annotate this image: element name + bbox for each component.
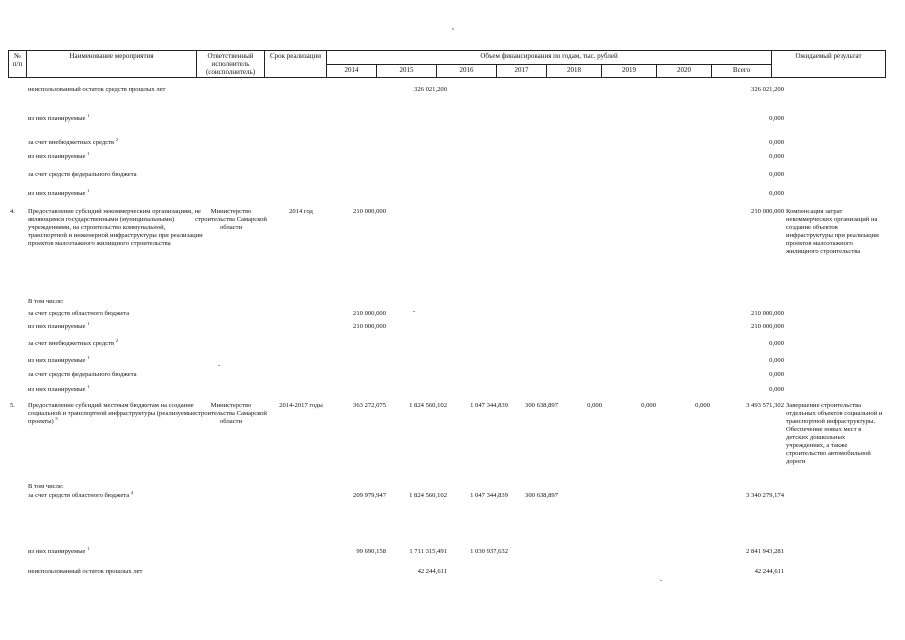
header-year-2018: 2018: [547, 64, 602, 78]
cell-total: 0,000: [769, 340, 784, 347]
cell-total: 210 000,000: [751, 310, 784, 317]
footnote-mark: 4: [130, 489, 134, 495]
cell-name: за счет средств федерального бюджета: [28, 171, 137, 178]
cell-responsible: Министерство строительства Самарской области: [195, 208, 267, 231]
cell-name: из них планируемые $^1$: [28, 320, 90, 330]
cell-num: 5.: [10, 402, 15, 409]
footnote-mark: 1: [87, 320, 90, 326]
footnote-mark: 5: [55, 415, 58, 421]
footnote-mark: 1: [87, 150, 90, 156]
cell-name: из них планируемые $^1$: [28, 150, 90, 160]
footnote-mark: 1: [87, 354, 90, 360]
cell-term: 2014 год: [289, 208, 313, 215]
cell-total: 326 021,200: [751, 86, 784, 93]
cell-name: из них планируемые $^1$: [28, 354, 90, 364]
cell-name: Предоставление субсидий некоммерческим организациям, не являющимся государственными (муниципальными) учреждениями, на строительство коммунальной, транспортной и инженерной инфраструктуры при реализации проектов малоэтажного жилищного строительства: [28, 208, 203, 247]
cell-name: из них планируемые $^1$: [28, 383, 90, 393]
cell-total: 2 841 943,281: [746, 548, 784, 555]
cell-name: неиспользованный остаток прошлых лет: [28, 568, 143, 575]
cell-name: из них планируемые $^1$: [28, 112, 90, 122]
header-year-2016: 2016: [437, 64, 497, 78]
scan-speck: [218, 365, 220, 366]
cell-name: из них планируемые $^1$: [28, 187, 90, 197]
footnote-mark: 1: [87, 545, 90, 551]
cell-v2015: 42 244,611: [417, 568, 447, 575]
header-year-2020: 2020: [657, 64, 712, 78]
cell-name: за счет внебюджетных средств $^2$: [28, 136, 119, 146]
cell-total: 0,000: [769, 357, 784, 364]
header-name: Наименование мероприятия: [27, 51, 197, 78]
cell-v2016: 1 047 344,839: [470, 492, 508, 499]
cell-v2014: 210 000,000: [353, 310, 386, 317]
cell-total: 42 244,611: [754, 568, 784, 575]
cell-total: 0,000: [769, 386, 784, 393]
cell-total: 210 000,000: [751, 323, 784, 330]
cell-name: неиспользованный остаток средств прошлых лет: [28, 86, 166, 93]
cell-name: за счет средств областного бюджета $^4$: [28, 489, 134, 499]
footnote-mark: 2: [115, 136, 119, 142]
cell-v2015: 1 711 315,491: [409, 548, 447, 555]
cell-v2016: 1 030 937,632: [470, 548, 508, 555]
cell-v2015: 326 021,200: [414, 86, 447, 93]
cell-v2017: 300 638,897: [525, 492, 558, 499]
cell-v2018: 0,000: [587, 402, 602, 409]
header-year-2015: 2015: [377, 64, 437, 78]
cell-num: 4.: [10, 208, 15, 215]
header-year-2019: 2019: [602, 64, 657, 78]
cell-total: 0,000: [769, 190, 784, 197]
cell-v2016: 1 047 344,839: [470, 402, 508, 409]
scan-speck: [660, 580, 662, 581]
cell-v2015: 1 824 560,102: [409, 402, 447, 409]
header-funding: Объем финансирования по годам, тыс. рублей: [327, 51, 772, 65]
cell-v2017: 300 638,897: [525, 402, 558, 409]
cell-responsible: Министерство строительства Самарской области: [195, 402, 267, 425]
header-result: Ожидаемый результат: [772, 51, 886, 78]
cell-v2019: 0,000: [641, 402, 656, 409]
footnote-mark: 2: [115, 337, 119, 343]
cell-v2014: 209 979,947: [353, 492, 386, 499]
cell-v2020: 0,000: [695, 402, 710, 409]
cell-name: В том числе:: [28, 483, 64, 490]
cell-v2014: 210 000,000: [353, 323, 386, 330]
cell-total: 0,000: [769, 153, 784, 160]
cell-result: Завершение строительства отдельных объектов социальной и транспортной инфраструктуры. Обеспечение новых мест в детских дошкольных учреждениях, а также строительство автомобильной дороги: [786, 402, 883, 465]
table-header: [8, 50, 886, 78]
cell-total: 3 493 571,302: [746, 402, 784, 409]
cell-total: 0,000: [769, 371, 784, 378]
cell-result: Компенсация затрат некоммерческих организаций на создание объектов инфраструктуры при реализации проектов малоэтажного жилищного строительства: [786, 208, 879, 255]
header-term: Срок реализации: [265, 51, 327, 78]
cell-name: В том числе:: [28, 298, 64, 305]
cell-name: за счет внебюджетных средств $^2$: [28, 337, 119, 347]
cell-total: 0,000: [769, 171, 784, 178]
header-year-2017: 2017: [497, 64, 547, 78]
cell-total: 0,000: [769, 139, 784, 146]
cell-v2014: 210 000,000: [353, 208, 386, 215]
cell-v2014: 99 690,158: [356, 548, 386, 555]
footnote-mark: 1: [87, 383, 90, 389]
header-total: Всего: [712, 64, 772, 78]
page-mark: ,: [452, 22, 454, 31]
cell-term: 2014-2017 годы: [279, 402, 323, 409]
scan-speck: [413, 311, 415, 312]
header-responsible: Ответственный исполнитель (соисполнитель): [197, 51, 265, 78]
cell-v2014: 363 272,075: [353, 402, 386, 409]
cell-v2015: 1 824 560,102: [409, 492, 447, 499]
cell-name: Предоставление субсидий местным бюджетам на создание социальной и транспортной инфраструктуры (реализуемые проекты) $^5$: [28, 402, 196, 425]
footnote-mark: 1: [87, 112, 90, 118]
footnote-mark: 1: [87, 187, 90, 193]
header-year-2014: 2014: [327, 64, 377, 78]
cell-total: 210 000,000: [751, 208, 784, 215]
cell-name: за счет средств областного бюджета: [28, 310, 130, 317]
table-body: [8, 86, 885, 636]
cell-name: из них планируемые $^1$: [28, 545, 90, 555]
header-num: № п/п: [9, 51, 27, 78]
cell-name: за счет средств федерального бюджета: [28, 371, 137, 378]
cell-total: 3 340 279,174: [746, 492, 784, 499]
cell-total: 0,000: [769, 115, 784, 122]
